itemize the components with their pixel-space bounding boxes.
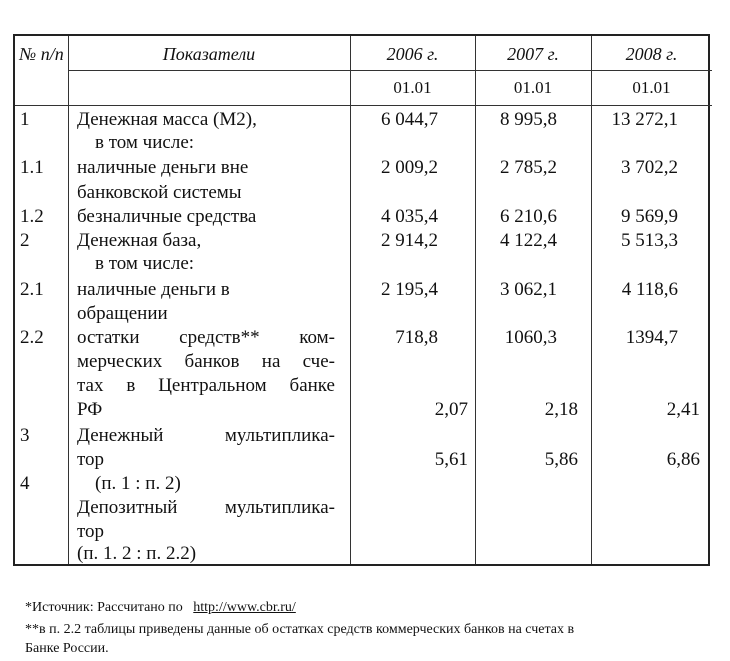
value-2008: 9 569,9 (621, 206, 678, 227)
value-2007: 2,18 (544, 399, 578, 420)
header-date-2006: 01.01 (393, 78, 432, 97)
value-2006: 718,8 (395, 327, 438, 348)
note-line-1: **в п. 2.2 таблицы приведены данные об остатках средств коммерческих банков на счетах в (25, 622, 575, 637)
value-2007: 5,86 (544, 449, 578, 470)
source-prefix: *Источник: Рассчитано по (25, 600, 183, 615)
value-2008: 4 118,6 (621, 279, 678, 300)
row-label: безналичные средства (77, 206, 257, 227)
row-num: 3 (20, 425, 30, 446)
header-bottom-line (15, 105, 712, 106)
row-label: Денежный мультиплика- (77, 425, 335, 446)
row-label: Денежная база, (77, 230, 202, 251)
value-2006: 2,07 (434, 399, 468, 420)
row-label: мерческих банков на сче- (77, 351, 335, 372)
col-divider (68, 36, 69, 564)
value-2007: 4 122,4 (500, 230, 557, 251)
value-2007: 8 995,8 (500, 109, 557, 130)
value-2007: 3 062,1 (500, 279, 557, 300)
row-label: обращении (77, 303, 168, 324)
header-num: № п/п (19, 44, 64, 64)
value-2006: 4 035,4 (381, 206, 438, 227)
value-2006: 2 914,2 (381, 230, 438, 251)
header-date-2007: 01.01 (513, 78, 553, 97)
row-label: остатки средств** ком- (77, 327, 335, 348)
row-label: Денежная масса (М2), (77, 109, 257, 130)
header-divider (68, 70, 712, 71)
row-label: наличные деньги вне (77, 157, 249, 178)
row-label: тах в Центральном банке (77, 375, 335, 396)
header-year-2006: 2006 г. (386, 44, 439, 64)
header-year-2007: 2007 г. (507, 44, 559, 64)
row-label: тор (77, 521, 105, 542)
note-line-2: Банке России. (25, 641, 109, 656)
row-num: 1.1 (20, 157, 44, 178)
row-label: РФ (77, 399, 103, 420)
value-2008: 1394,7 (625, 327, 678, 348)
value-2007: 2 785,2 (500, 157, 557, 178)
row-label: тор (77, 449, 105, 470)
value-2006: 6 044,7 (381, 109, 438, 130)
value-2007: 1060,3 (504, 327, 557, 348)
row-label: Депозитный мультиплика- (77, 497, 335, 518)
header-indicators: Показатели (162, 44, 256, 64)
header-date-2008: 01.01 (632, 78, 671, 97)
value-2008: 13 272,1 (611, 109, 678, 130)
value-2006: 2 195,4 (381, 279, 438, 300)
value-2006: 2 009,2 (381, 157, 438, 178)
source-footnote (25, 598, 296, 617)
value-2007: 6 210,6 (500, 206, 557, 227)
value-2006: 5,61 (434, 449, 468, 470)
row-num: 2 (20, 230, 30, 251)
row-num: 1 (20, 109, 30, 130)
value-2008: 5 513,3 (621, 230, 678, 251)
value-2008: 2,41 (666, 399, 700, 420)
value-2008: 3 702,2 (621, 157, 678, 178)
header-year-2008: 2008 г. (625, 44, 678, 64)
indicators-table (13, 34, 710, 566)
row-label: наличные деньги в (77, 279, 230, 300)
row-label: в том числе: (95, 253, 195, 274)
row-label: банковской системы (77, 182, 242, 203)
row-num: 4 (20, 473, 30, 494)
note-footnote (25, 620, 715, 658)
row-label: в том числе: (95, 132, 195, 153)
row-num: 1.2 (20, 206, 44, 227)
row-label: (п. 1 : п. 2) (95, 473, 181, 494)
row-num: 2.1 (20, 279, 44, 300)
value-2008: 6,86 (666, 449, 700, 470)
row-num: 2.2 (20, 327, 44, 348)
row-label: (п. 1. 2 : п. 2.2) (77, 543, 197, 564)
source-link[interactable]: http://www.cbr.ru/ (193, 600, 296, 615)
